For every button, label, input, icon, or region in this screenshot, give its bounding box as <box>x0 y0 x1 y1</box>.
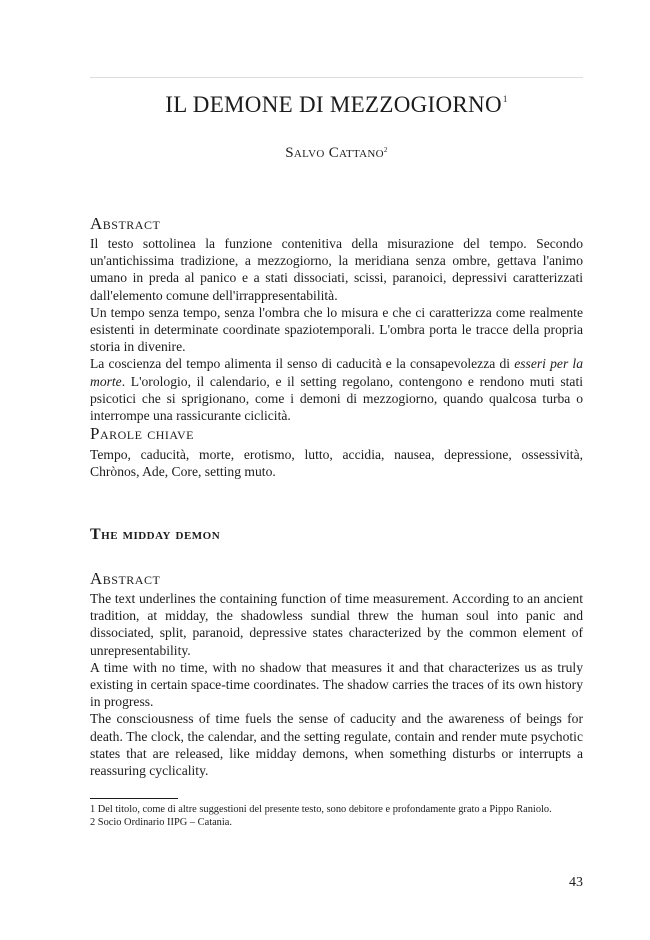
author-name <box>90 145 583 162</box>
abstract-it-p3-start: La coscienza del tempo alimenta il senso di caducità e la consapevolezza di <box>90 356 515 372</box>
abstract-it-p3-emphasis: esseri per la morte <box>90 356 583 389</box>
keywords-text: Tempo, caducità, morte, erotismo, lutto, accidia, nausea, depressione, ossessività, Chrònos, Ade, Core, setting muto. <box>90 447 583 480</box>
article-title <box>90 92 583 118</box>
footnote-1: 1 Del titolo, come di altre suggestioni del presente testo, sono debitore e profondamente grato a Pippo Raniolo. <box>90 804 552 815</box>
abstract-en-paragraph-2: A time with no time, with no shadow that measures it and that characterizes us as truly existing in certain space-time coordinates. The shadow carries the traces of its own history in progress. <box>90 659 583 710</box>
keywords-heading: Parole chiave <box>90 424 194 443</box>
page-number: 43 <box>569 875 583 890</box>
abstract-it-paragraph-2: Un tempo senza tempo, senza l'ombra che lo misura e che ci caratterizza come realmente esistenti in determinate coordinate spaziotemporali. L'ombra porta le tracce della propria storia in divenire. <box>90 304 583 355</box>
footnote-rule <box>90 798 178 799</box>
keywords-body <box>90 446 583 480</box>
abstract-it-p3-end: . L'orologio, il calendario, e il setting regolano, contengono e rendono muti stati psicotici che si sprigionano, come i demoni di mezzogiorno, quando qualcosa turba o interrompe una rassicurante ciclicità. <box>90 373 583 424</box>
abstract-it-paragraph-1: Il testo sottolinea la funzione contenitiva della misurazione del tempo. Secondo un'antichissima tradizione, a mezzogiorno, la meridiana senza ombre, gettava l'animo umano in preda al panico e a stati dissociati, scissi, paranoici, depressivi caratterizzati dall'elemento comune dell'irrappresentabilità. <box>90 236 583 303</box>
header-rule <box>90 77 583 78</box>
english-title: The midday demon <box>90 526 221 543</box>
author-text: Salvo Cattano <box>285 145 384 161</box>
abstract-en-heading: Abstract <box>90 569 161 588</box>
title-text: IL DEMONE DI MEZZOGIORNO <box>165 92 502 117</box>
abstract-en-paragraph-3: The consciousness of time fuels the sense of caducity and the awareness of beings for death. The clock, the calendar, and the setting regulate, contain and render mute psychotic states that are released, like midday demons, when something disturbs or interrupts a reassuring cyclicality. <box>90 711 583 779</box>
abstract-it-body <box>90 235 583 424</box>
footnote-2: 2 Socio Ordinario IIPG – Catania. <box>90 817 232 829</box>
abstract-it-heading: Abstract <box>90 214 161 233</box>
abstract-en-body <box>90 590 583 779</box>
author-footnote-ref: 2 <box>383 146 388 154</box>
title-footnote-ref: 1 <box>502 94 508 104</box>
abstract-it-paragraph-3 <box>90 355 583 424</box>
abstract-en-paragraph-1: The text underlines the containing function of time measurement. According to an ancient tradition, at midday, the shadowless sundial threw the human soul into panic and dissociated, split, paranoid, depressive states characterized by the common element of unrepresentability. <box>90 591 583 658</box>
footnotes <box>90 803 583 829</box>
